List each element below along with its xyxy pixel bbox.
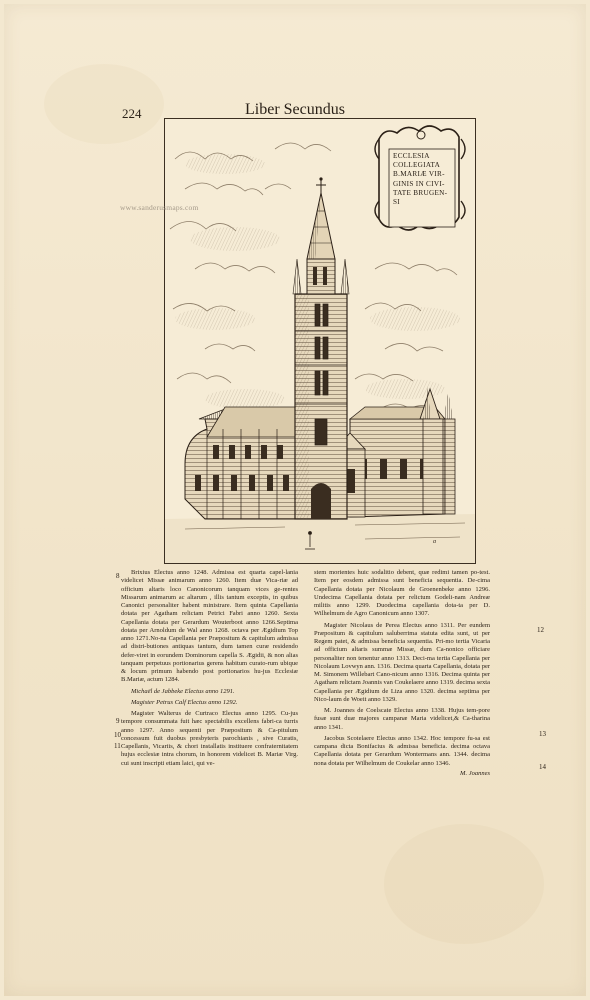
watermark: www.sanderusmaps.com (120, 203, 199, 212)
margin-number: 10 (114, 731, 121, 739)
cartouche-line: GINIS IN CIVI- (393, 179, 445, 188)
cartouche-title (393, 152, 455, 207)
paragraph: stem morientes huic sodalitio debent, quæ redimi tamen po-test. Item per eosdem admissa sunt beneficia sequentia. De-cima Capellania dotata per Nicolaum de Groenenbeke anno 1296. Undecima Capellania dotata per relictum Godeli-nam Andreæ militis anno 1299. Duodecima capellania dota-ta per D. Wilhelmum de Agro Canonicum anno 1307. (314, 569, 490, 618)
cartouche-line: B.MARIÆ VIR- (393, 170, 445, 179)
paragraph: Jacobus Scotelaere Electus anno 1342. Hoc tempore fu-sa est campana dicta Bonifacius & admissa beneficia. decima octava Capellania dotata per Gerardum Wontermans ann. 1344. decima nona dotata per Wilhelmum de Coukelar anno 1346. (314, 734, 490, 767)
engraving-plate (164, 118, 476, 564)
paragraph: Brixius Electus anno 1248. Admissa est quarta capel-lania videlicet Missæ animarum anno 1260. Item duæ Vica-riæ ad officium altaris loco Canonicorum tanquam vices ge-rentes Missarum animarum ac altarum , illis tantum exceptis, in quibus Canonici personaliter habent ministrare. Item quinta Capellania dotata per Agatham relictam Petrici Fabri anno 1260. Sexta Capellania dotata per Gerardum Wouterboot anno 1266.Septima dotata per Arnoldum de Wal anno 1268. octava per Ægidium Top anno 1271.No-na Capellania per Præpositum & capitulum admissa ad distri-butiones antiquas tantum, dum tamen curæ residendo defer-viret in eorundem Dominorum capella S. Ægidii, & non alias tanquam perpetuus portionarius gerens habitum curato-rum ubique & locum primum habendo post portionarios hu-jus Ecclesiæ B.Mariæ, actum 1284. (121, 569, 298, 684)
paragraph: Magister Nicolaus de Perea Electus anno 1311. Per eundem Præpositum & capitulum saluberrima statuta edita sunt, ut per Regem patet, & admissa beneficia sequentia. Pri-mo tertia Vicaria ad officium altaris summæ Missæ, dum Ca-nonico officiare personaliter non tenentur anno 1313. Deci-ma tertia Capellania per Nicolaum Lovwyn ann. 1316. Decima quarta Capellania, dotata per M. Simonem Willebart Cano-nicum anno 1316. Decima quinta per Agatham relictam Joannis van Coukelaere anno 1319. decima sexta Capellania per Ægidium de Liza anno 1320. decima septima per Nico-laum de Woeit anno 1329. (314, 621, 490, 703)
paragraph: Magister Walterus de Curtraco Electus anno 1295. Cu-jus tempore consummata fuit hæc spectabilis excellens fabri-ca turris anno 1297. Anno sequenti per Præpositum & Ca-pitulum concessum fuit duobus presbyteris parochianis , sive Curatis, Capellanis, Vicariis, & chori installatis instituere confraternitatem hujus ecclesiæ intra chorum, in honorem videlicet B. Mariæ Virg. cui sunt inscripti etiam laici, qui ve- (121, 710, 298, 767)
paragraph: Magister Petrus Calf Electus anno 1292. (131, 698, 238, 706)
margin-number: 9 (116, 717, 120, 725)
cartouche-line: SI (393, 198, 400, 207)
running-head: Liber Secundus (245, 101, 345, 118)
margin-number: 11 (114, 742, 121, 750)
margin-number: 14 (539, 763, 546, 771)
svg-text:ɑ: ɑ (433, 539, 436, 545)
catchword: M. Joannes (460, 769, 490, 777)
margin-number: 8 (116, 572, 120, 580)
cartouche-line: COLLEGIATA (393, 161, 441, 170)
text-column-left (121, 569, 298, 770)
page-number: 224 (122, 106, 142, 121)
paragraph: M. Joannes de Coelscate Electus anno 1338. Hujus tem-pore fusæ sunt duæ majores campanæ Maria videlicet,& Ca-tharina anno 1341. (314, 707, 490, 731)
cartouche-line: ECCLESIA (393, 152, 430, 160)
margin-number: 13 (539, 730, 546, 738)
paragraph: Michaël de Jabbeke Electus anno 1291. (131, 687, 235, 695)
margin-number: 12 (537, 626, 544, 634)
text-column-right (314, 569, 490, 778)
cartouche-line: TATE BRUGEN- (393, 188, 448, 197)
